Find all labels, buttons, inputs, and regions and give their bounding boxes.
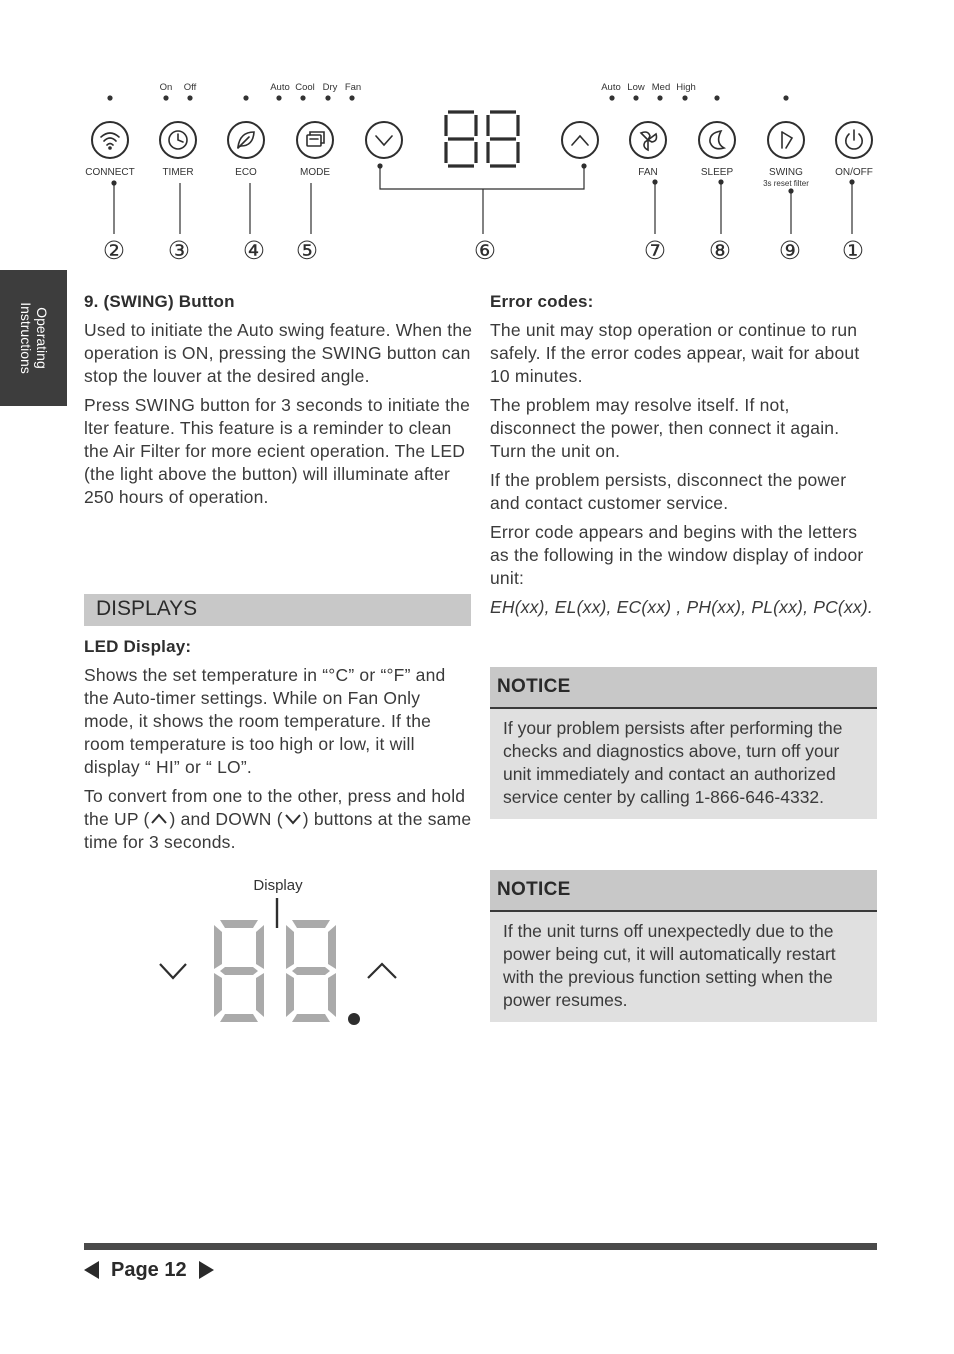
section-side-tab [0, 270, 67, 406]
notice-1-body: If your problem persists after performing the checks and diagnostics above, turn off your unit immediately and contact an authorized service center by calling 1-866-646-4332. [503, 718, 843, 807]
display-figure-digits [214, 920, 336, 1022]
footer-rule [84, 1243, 877, 1250]
connect-button-outline [92, 122, 128, 158]
timer-label: TIMER [162, 167, 194, 178]
fan-low-led [633, 95, 638, 100]
swing-icon [782, 132, 792, 148]
sleep-label: SLEEP [700, 167, 734, 178]
next-page-icon[interactable] [199, 1261, 214, 1279]
swing-heading: 9. (SWING) Button [84, 292, 235, 311]
up-button-outline [562, 122, 598, 158]
fan-low-label: Low [627, 82, 645, 93]
mode-dry-label: Dry [322, 82, 338, 93]
swing-label: SWING [769, 167, 803, 178]
sleep-button-outline [699, 122, 735, 158]
display-decimal-point [348, 1013, 360, 1025]
mode-auto-label: Auto [270, 82, 290, 93]
wifi-icon [101, 133, 119, 149]
chevron-down-icon [160, 964, 186, 978]
side-tab-line2: Instructions [17, 302, 34, 374]
mode-label: MODE [300, 167, 330, 178]
callout-3: ③ [167, 237, 191, 265]
connect-label: CONNECT [85, 167, 135, 178]
callout-2: ② [102, 237, 126, 265]
display-figure-label: Display [253, 877, 303, 894]
error-code-list: EH(xx), EL(xx), EC(xx) , PH(xx), PL(xx), PC(xx). [490, 597, 873, 617]
mode-button-outline [297, 122, 333, 158]
fan-med-led [657, 95, 662, 100]
fan-med-label: Med [651, 82, 671, 93]
sleep-led [714, 95, 719, 100]
moon-icon [710, 131, 724, 149]
timer-off-led [187, 95, 192, 100]
mode-cool-label: Cool [295, 82, 315, 93]
swing-led [783, 95, 788, 100]
previous-page-icon[interactable] [84, 1261, 99, 1279]
down-button-outline [366, 122, 402, 158]
error-paragraph-4: Error code appears and begins with the letters as the following in the window display of indoor unit: [490, 522, 864, 588]
swing-section [84, 290, 474, 515]
fan-high-led [682, 95, 687, 100]
chevron-up-icon [572, 136, 588, 145]
page-number: Page 12 [111, 1258, 187, 1281]
panel-display-digits [446, 112, 518, 166]
fan-auto-led [609, 95, 614, 100]
callout-1: ① [841, 237, 865, 265]
page-footer [84, 1257, 214, 1283]
callout-6: ⑥ [473, 237, 497, 265]
eco-leaf-icon [238, 132, 254, 148]
displays-title: DISPLAYS [96, 597, 198, 620]
mode-cool-led [300, 95, 305, 100]
led-display-paragraph-2: To convert from one to the other, press and hold the UP ( ) and DOWN ( ) buttons at the same time for 3 seconds. [84, 786, 472, 852]
error-codes-heading: Error codes: [490, 292, 594, 311]
timer-on-led [163, 95, 168, 100]
callout-4: ④ [242, 237, 266, 265]
displays-section-bar [84, 594, 471, 626]
notice-1-title: NOTICE [497, 676, 571, 697]
timer-off-label: Off [183, 82, 197, 93]
eco-led [243, 95, 248, 100]
callout-7: ⑦ [643, 237, 667, 265]
onoff-label: ON/OFF [835, 167, 873, 178]
fan-high-label: High [676, 82, 696, 93]
mode-auto-led [276, 95, 281, 100]
notice-box-2 [490, 870, 877, 1022]
notice-box-1 [490, 667, 877, 819]
chevron-up-icon [368, 964, 396, 978]
fan-label: FAN [638, 167, 658, 178]
eco-label: ECO [235, 167, 257, 178]
error-paragraph-3: If the problem persists, disconnect the power and contact customer service. [490, 470, 847, 513]
swing-paragraph-2: Press SWING button for 3 seconds to initiate the lter feature. This feature is a reminder to clean the Air Filter for more ecient operation. The LED (the light above the button) will illuminate after 250 hours of operation. [84, 395, 471, 507]
swing-paragraph-1: Used to initiate the Auto swing feature. When the operation is ON, pressing the SWING button can stop the louver at the desired angle. [84, 320, 473, 386]
swing-button-outline [768, 122, 804, 158]
led-display-paragraph-1: Shows the set temperature in “°C” or “°F” and the Auto-timer settings. While on Fan Only mode, it shows the room temperature. If the room temperature is too high or low, it will display “ HI” or “ LO”. [84, 665, 446, 777]
control-panel-diagram [0, 0, 954, 280]
connect-led [107, 95, 112, 100]
side-tab-line1: Operating [33, 307, 50, 369]
chevron-down-icon [376, 136, 392, 145]
swing-sublabel: 3s reset filter [763, 179, 809, 188]
mode-fan-led [349, 95, 354, 100]
chevron-up-icon [149, 812, 169, 826]
mode-fan-label: Fan [344, 82, 362, 93]
led-display-section [84, 635, 474, 860]
callout-9: ⑨ [778, 237, 802, 265]
clock-icon [169, 131, 187, 149]
mode-icon [307, 132, 324, 146]
timer-on-label: On [159, 82, 173, 93]
callout-5: ⑤ [295, 237, 319, 265]
callout-8: ⑧ [708, 237, 732, 265]
notice-2-body: If the unit turns off unexpectedly due to the power being cut, it will automatically restart with the previous function setting when the power resumes. [503, 921, 836, 1010]
power-icon [846, 130, 862, 149]
error-paragraph-1: The unit may stop operation or continue to run safely. If the error codes appear, wait for about 10 minutes. [490, 320, 860, 386]
display-figure [150, 870, 410, 1035]
notice-2-title: NOTICE [497, 879, 571, 900]
chevron-down-icon [283, 812, 303, 826]
led-display-heading: LED Display: [84, 637, 192, 656]
fan-icon [641, 132, 657, 150]
error-codes-section [490, 290, 877, 625]
error-paragraph-2: The problem may resolve itself. If not, disconnect the power, then connect it again. Turn the unit on. [490, 395, 840, 461]
mode-dry-led [325, 95, 330, 100]
fan-auto-label: Auto [601, 82, 621, 93]
